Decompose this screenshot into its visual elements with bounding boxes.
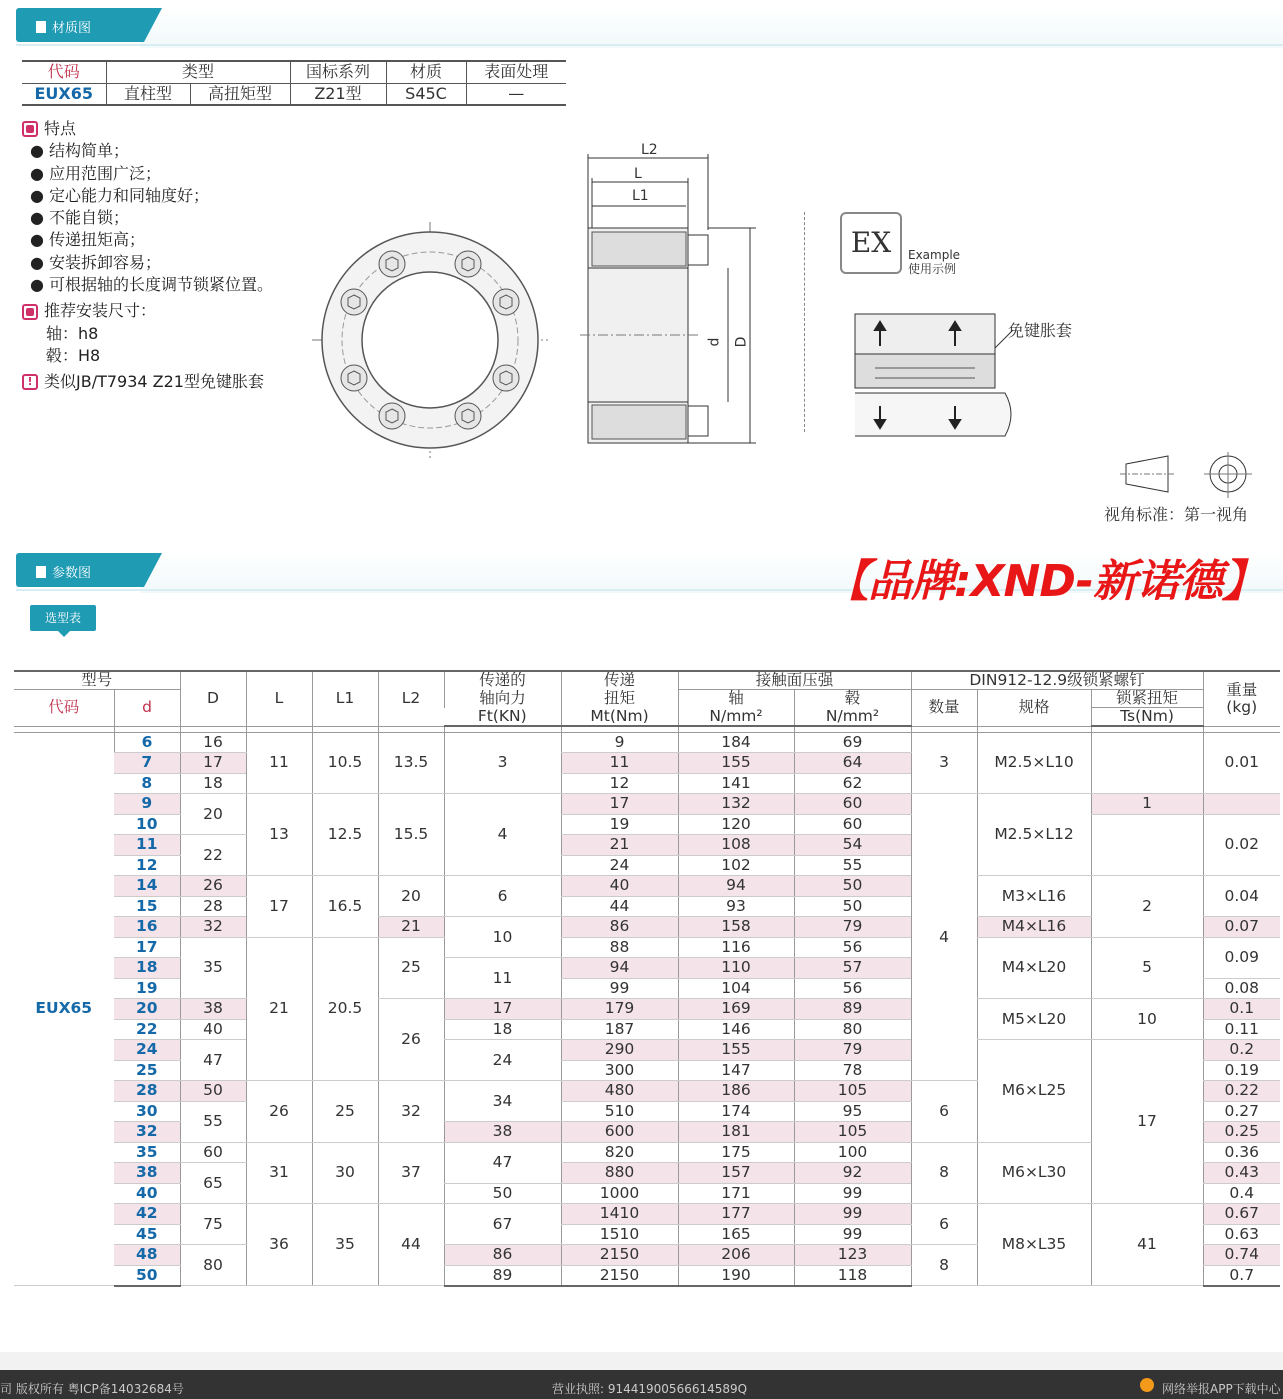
similar-note: 类似JB/T7934 Z21型免键胀套	[44, 372, 264, 392]
cell-torque: 11	[561, 753, 678, 774]
cell-screw-qty: 8	[911, 1245, 977, 1286]
cell-weight: 0.11	[1203, 1019, 1280, 1040]
cell-shaft-pressure: 169	[678, 999, 794, 1020]
cell-L2: 13.5	[378, 732, 444, 794]
cell-lock-torque: 17	[1091, 1040, 1203, 1204]
cell-shaft-pressure: 184	[678, 732, 794, 753]
cell-weight: 0.09	[1203, 937, 1280, 978]
footer-bar	[0, 1370, 1283, 1399]
dim-L2-label: L2	[641, 142, 658, 158]
cell-weight: 0.27	[1203, 1101, 1280, 1122]
mat-code: EUX65	[22, 83, 106, 105]
cell-D: 20	[180, 794, 246, 835]
header-force-unit: Ft(KN)	[444, 708, 561, 727]
mat-surface: —	[466, 83, 566, 105]
cell-lock-torque: 41	[1091, 1204, 1203, 1286]
cell-d: 50	[114, 1265, 180, 1286]
cell-hub-pressure: 55	[794, 855, 911, 876]
first-angle-view-icon	[1120, 452, 1260, 500]
cell-hub-pressure: 118	[794, 1265, 911, 1286]
cell-D: 55	[180, 1101, 246, 1142]
header-shaft-unit: N/mm²	[678, 708, 794, 727]
cell-hub-pressure: 105	[794, 1122, 911, 1143]
feature-item: ● 传递扭矩高；	[30, 230, 146, 250]
header-force-1: 传递的	[444, 671, 561, 690]
warning-icon: !	[22, 374, 38, 390]
cell-d: 42	[114, 1204, 180, 1225]
cell-d: 6	[114, 732, 180, 753]
cell-D: 50	[180, 1081, 246, 1102]
cell-weight: 0.08	[1203, 978, 1280, 999]
header-L1: L1	[312, 671, 378, 726]
cell-weight: 0.74	[1203, 1245, 1280, 1266]
mat-header-series: 国标系列	[290, 61, 386, 83]
cell-d: 38	[114, 1163, 180, 1184]
cell-D: 32	[180, 917, 246, 938]
cell-L: 13	[246, 794, 312, 876]
footer-license: 营业执照: 91441900566614589Q	[552, 1382, 748, 1396]
cell-axial-force: 6	[444, 876, 561, 917]
header-hub-unit: N/mm²	[794, 708, 911, 727]
cell-L: 36	[246, 1204, 312, 1286]
ex-badge-icon: EX	[840, 212, 902, 274]
cell-axial-force: 17	[444, 999, 561, 1020]
params-section-title: 参数图	[52, 566, 92, 581]
cell-torque: 99	[561, 978, 678, 999]
cell-D: 28	[180, 896, 246, 917]
cell-d: 45	[114, 1224, 180, 1245]
cell-L1: 10.5	[312, 732, 378, 794]
cell-weight: 0.19	[1203, 1060, 1280, 1081]
header-torque-2: 扭矩	[561, 690, 678, 708]
cell-torque: 1410	[561, 1204, 678, 1225]
cell-screw-spec: M4×L16	[977, 917, 1091, 938]
cell-shaft-pressure: 104	[678, 978, 794, 999]
cell-weight: 0.02	[1203, 814, 1280, 876]
cell-weight: 0.67	[1203, 1204, 1280, 1225]
example-label: Example	[908, 248, 961, 262]
header-L: L	[246, 671, 312, 726]
cell-d: 11	[114, 835, 180, 856]
cell-torque: 2150	[561, 1265, 678, 1286]
cell-torque: 179	[561, 999, 678, 1020]
header-code: 代码	[14, 690, 114, 727]
cell-shaft-pressure: 186	[678, 1081, 794, 1102]
cell-torque: 44	[561, 896, 678, 917]
header-model: 型号	[14, 671, 180, 690]
cell-torque: 17	[561, 794, 678, 815]
cell-D: 65	[180, 1163, 246, 1204]
cell-d: 12	[114, 855, 180, 876]
feature-item: ● 定心能力和同轴度好；	[30, 185, 210, 205]
cell-D: 60	[180, 1142, 246, 1163]
cell-torque: 88	[561, 937, 678, 958]
example-cn-label: 使用示例	[908, 262, 957, 276]
cell-torque: 1000	[561, 1183, 678, 1204]
cell-torque: 12	[561, 773, 678, 794]
cell-hub-pressure: 78	[794, 1060, 911, 1081]
cell-axial-force: 24	[444, 1040, 561, 1081]
cell-weight: 0.36	[1203, 1142, 1280, 1163]
cell-hub-pressure: 64	[794, 753, 911, 774]
cell-hub-pressure: 54	[794, 835, 911, 856]
header-torque-1: 传递	[561, 671, 678, 690]
cell-d: 25	[114, 1060, 180, 1081]
cell-screw-qty: 8	[911, 1142, 977, 1204]
cell-hub-pressure: 105	[794, 1081, 911, 1102]
cell-d: 8	[114, 773, 180, 794]
brand-banner: 【品牌:XND-新诺德】	[825, 556, 1265, 607]
cell-shaft-pressure: 141	[678, 773, 794, 794]
cell-torque: 40	[561, 876, 678, 897]
cell-axial-force: 47	[444, 1142, 561, 1183]
header-shaft: 轴	[678, 690, 794, 708]
cell-hub-pressure: 99	[794, 1183, 911, 1204]
header-d: d	[114, 690, 180, 727]
header-force-2: 轴向力	[444, 690, 561, 708]
mat-header-type: 类型	[106, 61, 290, 83]
cell-L1: 16.5	[312, 876, 378, 938]
cell-screw-spec: M5×L20	[977, 999, 1091, 1040]
cell-d: 19	[114, 978, 180, 999]
cell-shaft-pressure: 108	[678, 835, 794, 856]
cell-D: 38	[180, 999, 246, 1020]
cell-shaft-pressure: 155	[678, 1040, 794, 1061]
cell-D: 26	[180, 876, 246, 897]
document-icon	[36, 566, 46, 578]
cell-L1: 12.5	[312, 794, 378, 876]
cell-screw-spec: M3×L16	[977, 876, 1091, 917]
cell-d: 20	[114, 999, 180, 1020]
cell-torque: 24	[561, 855, 678, 876]
cell-torque: 86	[561, 917, 678, 938]
cell-d: 35	[114, 1142, 180, 1163]
footer-report-link[interactable]: 网络举报APP下载中心	[1162, 1382, 1281, 1396]
header-pressure: 接触面压强	[678, 671, 911, 690]
cell-D: 47	[180, 1040, 246, 1081]
cell-L2: 21	[378, 917, 444, 938]
cell-hub-pressure: 60	[794, 814, 911, 835]
cell-axial-force: 67	[444, 1204, 561, 1245]
cell-L: 21	[246, 937, 312, 1081]
side-view-drawing	[580, 140, 760, 450]
header-lock-torque: 锁紧扭矩	[1091, 690, 1203, 708]
cell-hub-pressure: 56	[794, 978, 911, 999]
cell-weight: 0.01	[1203, 732, 1280, 794]
cell-D: 22	[180, 835, 246, 876]
cell-screw-qty: 6	[911, 1081, 977, 1143]
cell-axial-force: 10	[444, 917, 561, 958]
cell-hub-pressure: 62	[794, 773, 911, 794]
cell-d: 16	[114, 917, 180, 938]
cell-hub-pressure: 95	[794, 1101, 911, 1122]
mat-header-material: 材质	[386, 61, 466, 83]
cell-L2: 15.5	[378, 794, 444, 876]
cell-torque: 1510	[561, 1224, 678, 1245]
cell-hub-pressure: 50	[794, 896, 911, 917]
cell-L: 11	[246, 732, 312, 794]
cell-shaft-pressure: 174	[678, 1101, 794, 1122]
cell-shaft-pressure: 120	[678, 814, 794, 835]
header-L2: L2	[378, 671, 444, 726]
cell-L1: 25	[312, 1081, 378, 1143]
cell-shaft-pressure: 116	[678, 937, 794, 958]
cell-shaft-pressure: 102	[678, 855, 794, 876]
cell-hub-pressure: 99	[794, 1204, 911, 1225]
cell-screw-spec: M2.5×L10	[977, 732, 1091, 794]
cell-shaft-pressure: 93	[678, 896, 794, 917]
keyless-label: 免键胀套	[1008, 321, 1073, 340]
cell-torque: 290	[561, 1040, 678, 1061]
cell-torque: 480	[561, 1081, 678, 1102]
cell-torque: 880	[561, 1163, 678, 1184]
material-section-tab	[16, 8, 176, 42]
cell-hub-pressure: 80	[794, 1019, 911, 1040]
mat-type2: 高扭矩型	[190, 83, 290, 105]
cell-hub-pressure: 56	[794, 937, 911, 958]
header-qty: 数量	[911, 690, 977, 727]
cell-weight: 0.07	[1203, 917, 1280, 938]
cell-hub-pressure: 123	[794, 1245, 911, 1266]
mat-type1: 直柱型	[106, 83, 190, 105]
cell-shaft-pressure: 157	[678, 1163, 794, 1184]
cell-screw-qty: 3	[911, 732, 977, 794]
header-ts-unit: Ts(Nm)	[1091, 708, 1203, 727]
cell-screw-spec: M6×L25	[977, 1040, 1091, 1143]
cell-shaft-pressure: 165	[678, 1224, 794, 1245]
cell-d: 17	[114, 937, 180, 958]
parameter-table	[14, 670, 1280, 1287]
cell-d: 10	[114, 814, 180, 835]
selection-table-chip[interactable]: 选型表	[30, 605, 96, 631]
install-title: 推荐安装尺寸：	[44, 301, 157, 321]
cell-torque: 820	[561, 1142, 678, 1163]
cell-torque: 600	[561, 1122, 678, 1143]
header-weight-1: 重量	[1226, 680, 1258, 699]
dim-D-label: D	[733, 336, 750, 348]
header-screw: DIN912-12.9级锁紧螺钉	[911, 671, 1203, 690]
cell-L: 31	[246, 1142, 312, 1204]
cell-shaft-pressure: 110	[678, 958, 794, 979]
cell-weight: 0.2	[1203, 1040, 1280, 1061]
cell-D: 17	[180, 753, 246, 774]
cell-d: 28	[114, 1081, 180, 1102]
cell-shaft-pressure: 171	[678, 1183, 794, 1204]
cell-D: 80	[180, 1245, 246, 1286]
params-section-tab	[16, 553, 176, 587]
cell-hub-pressure: 79	[794, 1040, 911, 1061]
material-table	[22, 60, 566, 106]
cell-L2: 26	[378, 999, 444, 1081]
features-block	[22, 118, 273, 394]
cell-d: 24	[114, 1040, 180, 1061]
cell-weight: 0.63	[1203, 1224, 1280, 1245]
install-hub: 毂：H8	[46, 345, 101, 365]
feature-item: ● 应用范围广泛；	[30, 163, 162, 183]
feature-item: ● 不能自锁；	[30, 208, 130, 228]
cell-lock-torque: 5	[1091, 937, 1203, 999]
features-title: 特点	[44, 119, 77, 138]
cell-torque: 21	[561, 835, 678, 856]
cell-d: 30	[114, 1101, 180, 1122]
cell-hub-pressure: 50	[794, 876, 911, 897]
cell-torque: 2150	[561, 1245, 678, 1266]
cell-L2: 32	[378, 1081, 444, 1143]
cell-shaft-pressure: 206	[678, 1245, 794, 1266]
cell-hub-pressure: 99	[794, 1224, 911, 1245]
cell-screw-spec: M4×L20	[977, 937, 1091, 999]
cell-hub-pressure: 57	[794, 958, 911, 979]
cell-shaft-pressure: 177	[678, 1204, 794, 1225]
cell-screw-spec: M2.5×L12	[977, 794, 1091, 876]
cell-L2: 44	[378, 1204, 444, 1286]
dim-L-label: L	[634, 166, 642, 182]
cell-L1: 35	[312, 1204, 378, 1286]
cell-axial-force: 34	[444, 1081, 561, 1122]
cell-screw-spec: M8×L35	[977, 1204, 1091, 1286]
cell-D: 75	[180, 1204, 246, 1245]
cell-D: 16	[180, 732, 246, 753]
dim-L1-label: L1	[632, 188, 649, 204]
cell-d: 40	[114, 1183, 180, 1204]
cell-L: 26	[246, 1081, 312, 1143]
cell-weight: 0.25	[1203, 1122, 1280, 1143]
cell-weight: 0.1	[1203, 999, 1280, 1020]
cell-L2: 37	[378, 1142, 444, 1204]
cell-L2: 20	[378, 876, 444, 917]
feature-item: ● 安装拆卸容易；	[30, 252, 162, 272]
cell-L2: 25	[378, 937, 444, 999]
header-hub: 毂	[794, 690, 911, 708]
cell-weight: 0.22	[1203, 1081, 1280, 1102]
cell-d: 7	[114, 753, 180, 774]
cell-shaft-pressure: 190	[678, 1265, 794, 1286]
footer-copyright: 司 版权所有 粤ICP备14032684号	[0, 1382, 184, 1396]
cell-hub-pressure: 60	[794, 794, 911, 815]
cell-screw-qty: 4	[911, 794, 977, 1081]
cell-axial-force: 18	[444, 1019, 561, 1040]
cell-lock-torque	[1091, 814, 1203, 876]
cell-L: 17	[246, 876, 312, 938]
cell-lock-torque: 10	[1091, 999, 1203, 1040]
cell-D: 18	[180, 773, 246, 794]
cell-hub-pressure: 92	[794, 1163, 911, 1184]
cell-d: 18	[114, 958, 180, 979]
cell-axial-force: 89	[444, 1265, 561, 1286]
header-spec: 规格	[977, 690, 1091, 727]
mat-series: Z21型	[290, 83, 386, 105]
header-torque-unit: Mt(Nm)	[561, 708, 678, 727]
cell-d: 22	[114, 1019, 180, 1040]
cell-torque: 510	[561, 1101, 678, 1122]
cell-weight: 0.04	[1203, 876, 1280, 917]
cell-axial-force: 3	[444, 732, 561, 794]
mat-header-code: 代码	[22, 61, 106, 83]
cell-axial-force: 11	[444, 958, 561, 999]
example-drawing	[845, 308, 1020, 443]
front-view-drawing	[310, 220, 550, 460]
view-standard-label: 视角标准：第一视角	[1104, 505, 1249, 524]
cell-weight: 0.4	[1203, 1183, 1280, 1204]
cell-d: 9	[114, 794, 180, 815]
cell-torque: 300	[561, 1060, 678, 1081]
cell-torque: 187	[561, 1019, 678, 1040]
cell-lock-torque: 1	[1091, 794, 1203, 815]
cell-axial-force: 86	[444, 1245, 561, 1266]
cell-torque: 9	[561, 732, 678, 753]
dim-d-label: d	[706, 337, 723, 347]
cell-weight: 0.7	[1203, 1265, 1280, 1286]
cell-shaft-pressure: 181	[678, 1122, 794, 1143]
cell-D: 40	[180, 1019, 246, 1040]
install-shaft: 轴：h8	[46, 323, 99, 343]
cell-axial-force: 4	[444, 794, 561, 876]
cell-d: 48	[114, 1245, 180, 1266]
cell-hub-pressure: 79	[794, 917, 911, 938]
cell-D: 35	[180, 937, 246, 999]
document-icon	[36, 21, 46, 33]
material-section-title: 材质图	[52, 21, 92, 36]
cell-lock-torque: 2	[1091, 876, 1203, 938]
cell-shaft-pressure: 132	[678, 794, 794, 815]
install-marker-icon	[22, 304, 38, 320]
feature-item: ● 可根据轴的长度调节锁紧位置。	[30, 275, 274, 295]
mat-material: S45C	[386, 83, 466, 105]
cell-screw-spec: M6×L30	[977, 1142, 1091, 1204]
cell-axial-force: 38	[444, 1122, 561, 1143]
cell-shaft-pressure: 146	[678, 1019, 794, 1040]
cell-weight	[1203, 794, 1280, 815]
cell-torque: 94	[561, 958, 678, 979]
cell-shaft-pressure: 94	[678, 876, 794, 897]
cell-screw-qty: 6	[911, 1204, 977, 1245]
cell-d: 15	[114, 896, 180, 917]
cell-d: 14	[114, 876, 180, 897]
header-weight-2: (kg)	[1226, 697, 1258, 716]
cell-L1: 20.5	[312, 937, 378, 1081]
cell-shaft-pressure: 155	[678, 753, 794, 774]
cell-torque: 19	[561, 814, 678, 835]
cell-L1: 30	[312, 1142, 378, 1204]
cell-hub-pressure: 89	[794, 999, 911, 1020]
cell-code: EUX65	[14, 732, 114, 1286]
cell-shaft-pressure: 158	[678, 917, 794, 938]
mat-header-surface: 表面处理	[466, 61, 566, 83]
cell-lock-torque	[1091, 732, 1203, 794]
feature-item: ● 结构简单；	[30, 141, 130, 161]
cell-shaft-pressure: 147	[678, 1060, 794, 1081]
cell-shaft-pressure: 175	[678, 1142, 794, 1163]
feature-marker-icon	[22, 121, 38, 137]
cell-hub-pressure: 100	[794, 1142, 911, 1163]
cell-axial-force: 50	[444, 1183, 561, 1204]
cell-d: 32	[114, 1122, 180, 1143]
cell-weight: 0.43	[1203, 1163, 1280, 1184]
header-D: D	[180, 671, 246, 726]
download-icon	[1140, 1378, 1154, 1392]
cell-hub-pressure: 69	[794, 732, 911, 753]
